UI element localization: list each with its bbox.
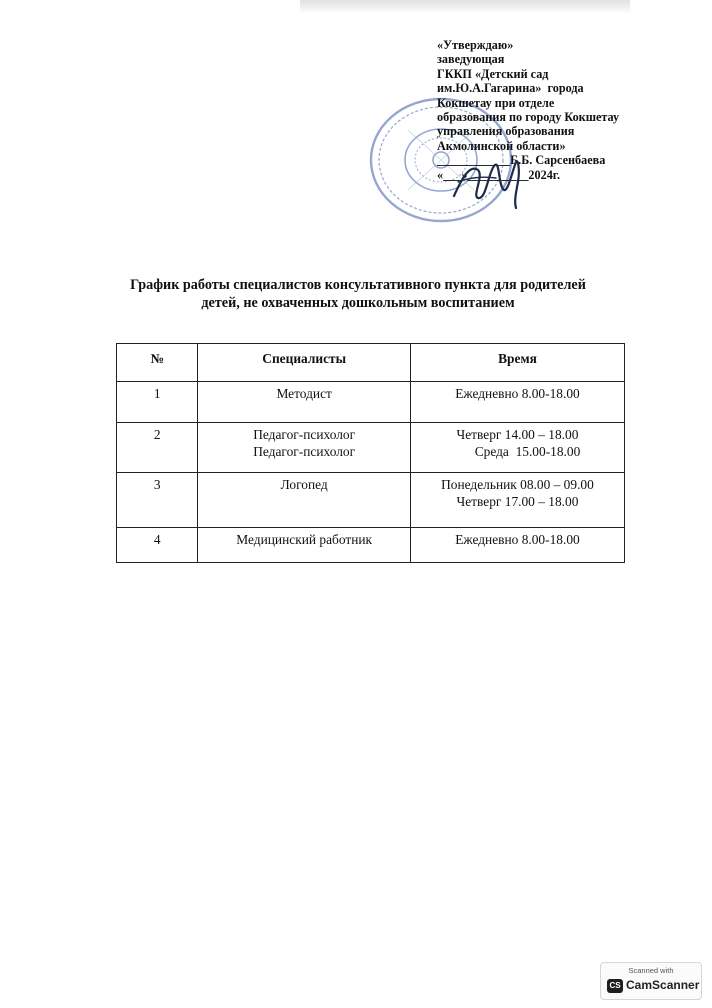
approval-line: ГККП «Детский сад: [437, 66, 549, 81]
cell-specialist: [198, 423, 411, 473]
cell-specialist: [198, 473, 411, 528]
header-time: Время: [410, 344, 624, 382]
specialist-name: Медицинский работник: [236, 532, 373, 547]
approval-line: им.Ю.А.Гагарина» города: [437, 81, 584, 96]
cell-time: [410, 528, 624, 563]
specialist-name: Логопед: [280, 477, 328, 492]
approval-line: Кокшетау при отделе: [437, 95, 555, 110]
header-number: №: [117, 344, 198, 382]
specialist-name: Педагог-психолог: [253, 443, 356, 459]
approval-line: образования по городу Кокшетау: [437, 110, 620, 125]
approval-line: «___»__________2024г.: [437, 167, 560, 182]
title-line: График работы специалистов консультативного пункта для родителей: [130, 277, 586, 293]
approval-line: ____________Б.Б. Сарсенбаева: [437, 153, 606, 168]
time-entry: Ежедневно 8.00-18.00: [455, 386, 580, 401]
table-row: [117, 528, 625, 563]
cell-time: [410, 473, 624, 528]
approval-line: «Утверждаю»: [437, 38, 514, 52]
approval-line: управления образования: [437, 124, 575, 139]
title-line: детей, не охваченных дошкольным воспитанием: [201, 295, 515, 311]
scanned-with-label: Scanned with: [628, 966, 674, 975]
table-header-row: [117, 344, 625, 382]
specialist-name: Методист: [276, 386, 332, 401]
document-title: [80, 276, 636, 312]
header-specialists: Специалисты: [198, 344, 411, 382]
signature: [448, 152, 528, 210]
camscanner-logo-icon: CS: [607, 979, 623, 993]
time-entry: Понедельник 08.00 – 09.00: [441, 477, 594, 492]
cell-specialist: [198, 528, 411, 563]
cell-number: 1: [117, 382, 198, 423]
cell-number: 4: [117, 528, 198, 563]
time-entry: Среда 15.00-18.00: [454, 443, 581, 459]
cell-time: [410, 423, 624, 473]
cell-number: 2: [117, 423, 198, 473]
cell-number: 3: [117, 473, 198, 528]
specialist-name: Педагог-психолог: [253, 427, 356, 442]
time-entry: Четверг 17.00 – 18.00: [456, 493, 579, 509]
table-row: [117, 473, 625, 528]
time-entry: Четверг 14.00 – 18.00: [456, 427, 579, 442]
table-row: [117, 382, 625, 423]
approval-line: Акмолинской области»: [437, 138, 566, 153]
approval-line: заведующая: [437, 52, 505, 67]
camscanner-badge: [600, 962, 702, 1000]
time-entry: Ежедневно 8.00-18.00: [455, 532, 580, 547]
schedule-table: [116, 343, 625, 563]
cell-specialist: [198, 382, 411, 423]
camscanner-brand: CamScanner: [626, 978, 700, 992]
cell-time: [410, 382, 624, 423]
table-row: [117, 423, 625, 473]
scan-shadow: [300, 0, 630, 14]
